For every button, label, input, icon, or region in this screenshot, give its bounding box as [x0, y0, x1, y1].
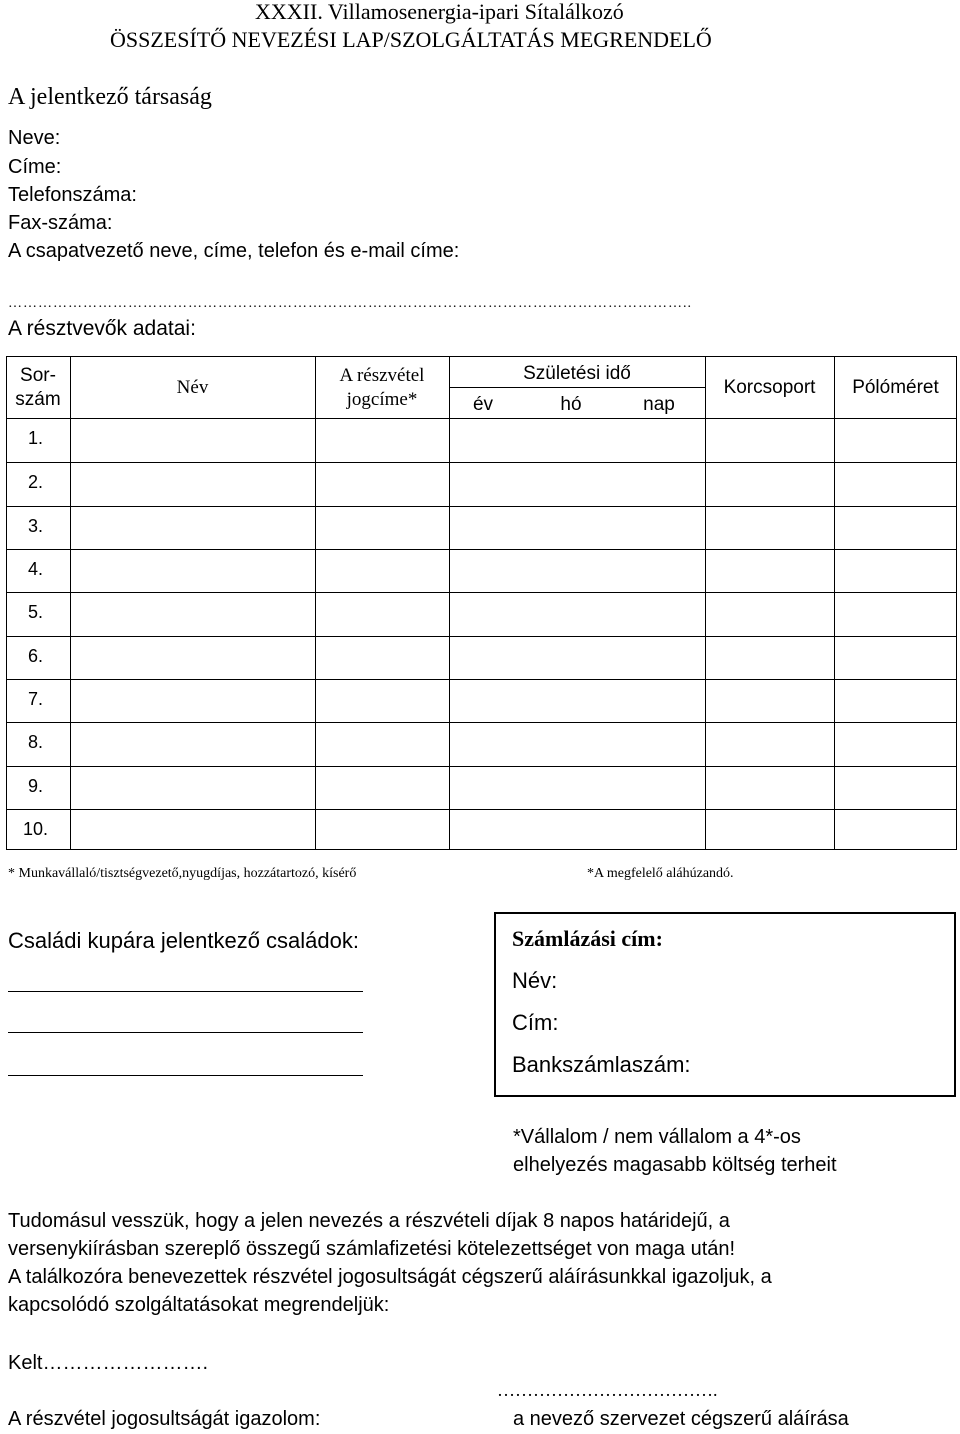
company-address-field[interactable]: Címe:: [8, 156, 62, 178]
family-line-1[interactable]: [8, 991, 363, 992]
company-heading: A jelentkező társaság: [8, 84, 212, 110]
table-row-divider: [6, 549, 957, 550]
col-ev: év: [472, 394, 494, 415]
col-ho: hó: [560, 394, 582, 415]
leader-dotted-line: ………………………………………………………………………………………………………………………..: [8, 296, 692, 311]
company-phone-field[interactable]: Telefonszáma:: [8, 184, 137, 206]
col-sorszam: [6, 364, 70, 412]
row-number-1: 1.: [28, 428, 44, 448]
accommodation-line2: elhelyezés magasabb költség terheit: [513, 1154, 837, 1176]
col-jogcim-line2: jogcíme*: [346, 389, 418, 410]
col-szuletesi: Születési idő: [523, 363, 631, 384]
eligibility-signature-label: A részvétel jogosultságát igazolom:: [8, 1408, 321, 1430]
col-korcsoport: Korcsoport: [723, 377, 816, 398]
billing-name-field[interactable]: Név:: [512, 968, 558, 993]
table-row-divider: [6, 592, 957, 593]
row-number-7: 7.: [28, 689, 44, 709]
row-number-2: 2.: [28, 472, 44, 492]
row-number-6: 6.: [28, 646, 44, 666]
company-name-field[interactable]: Neve:: [8, 127, 61, 149]
row-number-3: 3.: [28, 516, 44, 536]
footnote-left: * Munkavállaló/tisztségvezető,nyugdíjas, hozzátartozó, kísérő: [8, 866, 357, 881]
statement-line2: versenykiírásban szereplő összegű számlafizetési kötelezettséget von maga után!: [8, 1238, 736, 1260]
table-row-divider: [6, 766, 957, 767]
row-number-10: 10.: [23, 819, 49, 839]
billing-title: Számlázási cím:: [512, 926, 663, 951]
table-row-divider: [6, 679, 957, 680]
row-number-5: 5.: [28, 602, 44, 622]
billing-box: [494, 912, 956, 1097]
company-signature-label: a nevező szervezet cégszerű aláírása: [513, 1408, 849, 1430]
statement-line4: kapcsolódó szolgáltatásokat megrendeljük:: [8, 1294, 390, 1316]
table-row-divider: [6, 809, 957, 810]
table-row-divider: [6, 462, 957, 463]
table-row-divider: [6, 418, 957, 419]
col-sorszam-line1: Sor-: [20, 365, 56, 386]
participants-table: [6, 356, 957, 850]
billing-address-field[interactable]: Cím:: [512, 1010, 559, 1035]
col-nap: nap: [643, 394, 675, 415]
family-line-3[interactable]: [8, 1075, 363, 1076]
row-number-4: 4.: [28, 559, 44, 579]
col-jogcim-line1: A részvétel: [339, 365, 425, 386]
col-polomeret: Pólóméret: [852, 377, 939, 398]
date-field[interactable]: Kelt…………………….: [8, 1352, 209, 1374]
col-nev: Név: [176, 377, 209, 398]
table-row-divider: [6, 506, 957, 507]
company-fax-field[interactable]: Fax-száma:: [8, 212, 113, 234]
table-row-divider: [6, 636, 957, 637]
statement-line1: Tudomásul vesszük, hogy a jelen nevezés a részvételi díjak 8 napos határidejű, a: [8, 1210, 730, 1232]
row-number-8: 8.: [28, 732, 44, 752]
family-cup-label: Családi kupára jelentkező családok:: [8, 928, 359, 953]
statement-line3: A találkozóra benevezettek részvétel jogosultságát cégszerű aláírásunkkal igazoljuk, a: [8, 1266, 772, 1288]
team-leader-field[interactable]: A csapatvezető neve, címe, telefon és e-mail címe:: [8, 240, 460, 262]
family-line-2[interactable]: [8, 1032, 363, 1033]
col-jogcim: [315, 364, 449, 412]
document-title: XXXII. Villamosenergia-ipari Sítalálkozó: [255, 0, 624, 24]
billing-bank-field[interactable]: Bankszámlaszám:: [512, 1052, 691, 1077]
accommodation-line1: *Vállalom / nem vállalom a 4*-os: [513, 1126, 801, 1148]
col-sorszam-line2: szám: [15, 389, 61, 410]
table-row-divider: [6, 722, 957, 723]
row-number-9: 9.: [28, 776, 44, 796]
signature-dotted-line[interactable]: ……………………………….: [497, 1380, 718, 1400]
document-subtitle: ÖSSZESÍTŐ NEVEZÉSI LAP/SZOLGÁLTATÁS MEGRENDELŐ: [110, 27, 712, 52]
participants-heading: A résztvevők adatai:: [8, 317, 196, 340]
footnote-right: *A megfelelő aláhúzandó.: [587, 866, 734, 881]
